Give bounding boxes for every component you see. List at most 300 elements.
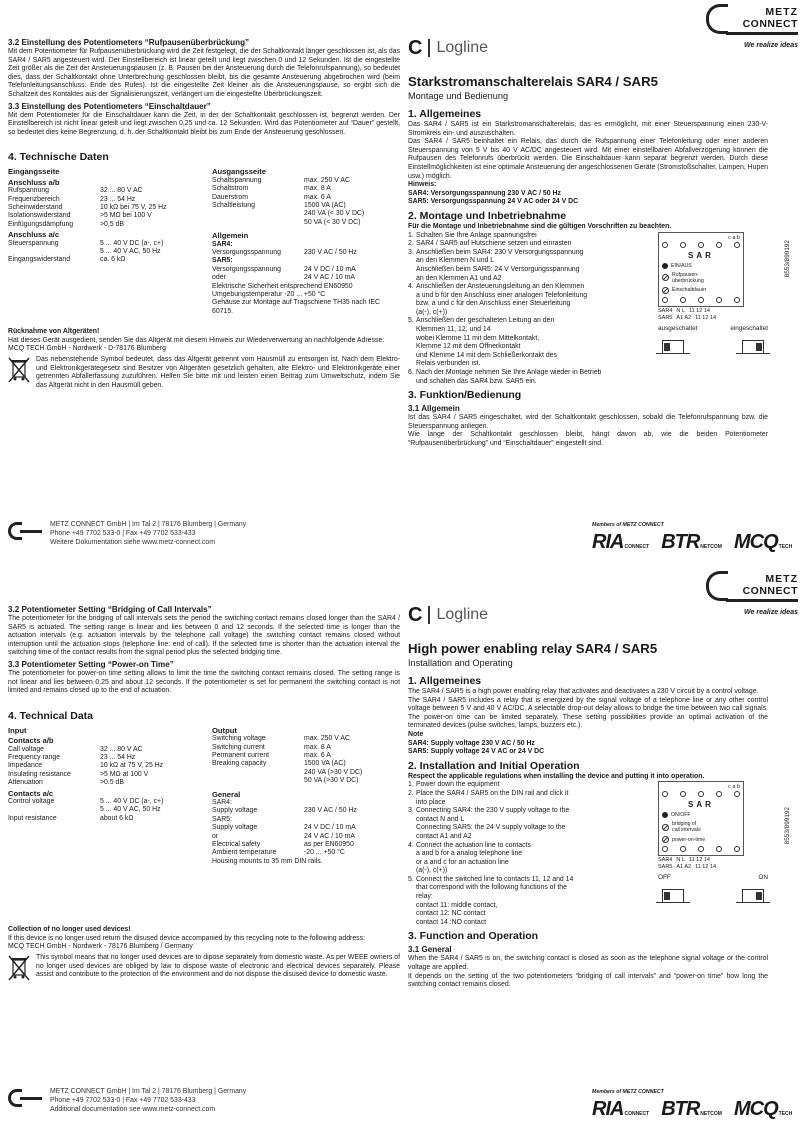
terminal-screw-icon: [734, 242, 740, 248]
step-number: 5.: [408, 317, 414, 325]
logo-slogan: We realize ideas: [744, 609, 798, 616]
section-3-title: 3. Function and Operation: [408, 930, 539, 943]
footer: [8, 1087, 798, 1131]
terminal-row-sar5-a1a2: A1 A2: [676, 864, 692, 871]
recycle-text: If this device is no longer used return the disused device accompanied by this recycling note to the following address:: [8, 934, 365, 942]
section-3-1-p2: It depends on the setting of the two potentiometers “bridging of call intervals” and “power-on time” how long the switching contact remains closed.: [408, 972, 768, 989]
sar4-label: SAR4:: [212, 240, 233, 248]
spec-value: 5 ... 40 V DC (a-, c+) 5 ... 40 V AC, 50 Hz: [100, 239, 164, 255]
weee-text: This symbol means that no longer used devices are to dipose separately from domestic waste. As per WEEE owners of no longer used devices are obliged by law to dispose waste of electronic and electrical devices separately. Please assist and contribute to the protection of the environment and do not dispose the disused device to domestic waste.: [36, 954, 400, 979]
terminal-screw-icon: [662, 297, 668, 303]
section-2-lead: Für die Montage und Inbetriebnahme sind die gültigen Vorschriften zu beachten.: [408, 222, 672, 230]
section-3-1-title: 3.1 General: [408, 945, 452, 955]
document-code: 8553/899192: [784, 240, 791, 278]
pot1-label: bridging of call intervals: [672, 821, 701, 834]
section-2-title: 2. Installation and Initial Operation: [408, 759, 580, 772]
power-label: EIN/AUS: [671, 262, 692, 269]
footer-address: METZ CONNECT GmbH | Im Tal 2 | 78176 Blumberg | Germany: [50, 1088, 247, 1095]
power-label: ON/OFF: [671, 812, 691, 819]
brand-logo: [661, 1099, 722, 1119]
footer: [8, 520, 798, 564]
terminal-row-sar4-nl: N L: [676, 857, 685, 864]
step-text: Anschließen der geschalteten Leitung an den Klemmen 11, 12, und 14 wobei Klemme 11 mit dem Mittelkontakt, Klemme 12 mit dem Öffnerkontakt und Klemme 14 mit dem Schließerkontakt des Relais verbunden ist.: [416, 317, 557, 368]
page-title: High power enabling relay SAR4 / SAR5: [408, 641, 658, 656]
sar4-rows: [212, 807, 400, 815]
ac-rows: [8, 240, 204, 265]
weee-text: Das nebenstehende Symbol bedeutet, dass das Altgerät getrennt vom Hausmüll zu entsorgen ist. Nach dem Elektro- und Elektronikgerätegesetz sind Besitzer von Altgeräten gesetzlich gehalten, alte Elektro- und Elektronikgeräte einer getrennten Abfallerfassung zuzuführen. Helfen Sie bitte mit und leisten einen Beitrag zum Umweltschutz, indem Sie das Altgerät nicht in den Hausmüll geben.: [36, 356, 400, 389]
switch-on-label: eingeschaltet: [730, 324, 768, 332]
potentiometer-icon: [662, 836, 669, 843]
terminal-labels-top: c a b: [728, 234, 740, 241]
step-item: [408, 249, 650, 283]
spec-value: max. 6 A: [304, 193, 331, 201]
section-4-title: 4. Technische Daten: [8, 151, 109, 164]
section-3-1-p1: When the SAR4 / SAR5 is on, the switching contact is closed as soon as the telephone signal voltage or the control voltage are applied.: [408, 955, 768, 972]
spec-key: oder: [212, 274, 226, 282]
install-steps: [408, 781, 650, 927]
spec-key: Switching voltage: [212, 735, 266, 743]
terminal-row-sar4: SAR4: [658, 857, 673, 864]
spec-key: Einfügungsdämpfung: [8, 220, 74, 228]
brand-logos: [592, 1099, 792, 1119]
spec-key: Frequency range: [8, 753, 61, 761]
brand-logo: [592, 1099, 649, 1119]
spec-value: >5 MΩ at 100 V: [100, 770, 149, 778]
weee-block: [8, 356, 400, 390]
spec-key: Electrical safety: [212, 841, 261, 849]
spec-key: or: [212, 832, 219, 840]
logo-word-2: CONNECT: [742, 585, 798, 597]
terminal-screw-icon: [680, 846, 686, 852]
spec-value: max. 250 V AC: [304, 735, 350, 743]
section-4-title: 4. Technical Data: [8, 709, 94, 722]
input-title: Input: [8, 725, 27, 735]
switch-off-label: OFF: [658, 874, 671, 882]
potentiometer-icon: [662, 274, 669, 281]
sar5-rows: [212, 266, 400, 283]
brand-logos: [592, 532, 792, 552]
sar4-rows: [212, 249, 400, 257]
page-subtitle: Installation and Operating: [408, 658, 513, 668]
spec-row: [8, 256, 204, 264]
spec-value: 24 V DC / 10 mA: [304, 824, 356, 832]
general-tail: Housing mounts to 35 mm DIN rails.: [212, 857, 323, 865]
step-item: [408, 807, 650, 841]
spec-value: ca. 6 kΩ: [100, 256, 126, 264]
spec-row: [8, 204, 204, 212]
spec-value: 1500 VA (AC) 240 VA (>30 V DC) 50 VA (>30 V DC): [304, 760, 363, 785]
spec-row: [8, 771, 204, 779]
logline-logo: [408, 36, 488, 60]
spec-key: Schaltstrom: [212, 185, 249, 193]
terminal-screw-icon: [716, 791, 722, 797]
recycle-text: Hat dieses Gerät ausgedient, senden Sie das Altgerät mit diesem Hinweis zur Wiederverwertung an nachfolgende Adresse:: [8, 336, 385, 344]
terminal-row-sar4-contacts: 11 12 14: [688, 307, 710, 314]
brand-name: BTR: [661, 531, 700, 553]
hint-label: Hinweis:: [408, 181, 437, 189]
spec-value: >0.5 dB: [100, 779, 124, 787]
conn-ab-title: Anschluss a/b: [8, 177, 60, 187]
recycle-address: MCQ TECH GmbH - Nordwerk - 78176 Blumberg / Germany: [8, 943, 193, 951]
switch-on-icon: [738, 883, 768, 907]
brand-suffix: CONNECT: [624, 544, 650, 550]
section-3-3-text: Mit dem Potentiometer für die Einschaltdauer kann die Zeit, in der der Schaltkontakt geschlossen ist, begrenzt werden. Der Einstellbereich ist nicht linear geteilt und liegt zwischen 0,25 und ca. 12 Sekunden. Wird das Potentiometer auf “Dauer” gestellt, so bedeutet dies keine Begrenzung, d. h. der Schaltkontakt bleibt bis zum Ende der Ansteuerung geschlossen.: [8, 111, 400, 136]
spec-key: Permanent current: [212, 751, 270, 759]
conn-ab-title: Contacts a/b: [8, 736, 54, 746]
terminal-row-sar5: SAR5: [658, 864, 673, 871]
sar4-label: SAR4:: [212, 799, 232, 806]
section-3-title: 3. Funktion/Bedienung: [408, 389, 522, 402]
weee-block: [8, 954, 400, 982]
general-title: General: [212, 789, 241, 799]
spec-key: Supply voltage: [212, 807, 258, 815]
members-label: Members of METZ CONNECT: [592, 1089, 664, 1095]
spec-key: Impedance: [8, 762, 43, 770]
step-number: 2.: [408, 789, 414, 797]
spec-value: max. 8 A: [304, 185, 331, 193]
logo-word-1: METZ: [765, 6, 798, 18]
spec-value: about 6 kΩ: [100, 814, 134, 822]
terminal-screw-icon: [734, 297, 740, 303]
metz-connect-logo: [706, 571, 798, 619]
terminal-row-sar5-contacts: 11 12 14: [695, 864, 717, 871]
spec-value: 23 ... 54 Hz: [100, 195, 136, 203]
section-1-p2: Das SAR4 / SAR5 beinhaltet ein Relais, das durch die Rufspannung einer Telefonleitung oder einer anderen Steuerspannung von 5 V bis 40 V AC/DC angesteuert wird. Mit einer einstellbaren Abfallverzögerung können die Rufpausen des Telefonrufs überbrückt werden. Die Einschaltdauer kann separat begrenzt werden. Durch diese Einstellmöglichkeiten ist eine optimale Ansteuerung der angeschlossenen Geräte (Stromstoßschalter, Lampen, Hupen usw.) möglich.: [408, 138, 768, 180]
step-text: Connecting SAR4: the 230 V supply voltage to the contact N and L Connecting SAR5: the 24 V supply voltage to the contact A1 and A2: [416, 807, 570, 840]
spec-value: >0,5 dB: [100, 220, 124, 228]
step-number: 1.: [408, 231, 414, 239]
spec-key: Steuerspannung: [8, 239, 59, 247]
spec-row: [8, 221, 204, 229]
section-3-1-p1: Ist das SAR4 / SAR5 eingeschaltet, wird der Schaltkontakt geschlossen, sobald die Telefonrufspannung bzw. die Steuerspannung anliegen.: [408, 414, 768, 430]
general-title: Allgemein: [212, 231, 249, 241]
spec-key: Ambient temperature: [212, 849, 277, 857]
section-3-2-title: 3.2 Potentiometer Setting “Bridging of Call Intervals”: [8, 605, 212, 614]
spec-value: 24 V AC / 10 mA: [304, 274, 355, 282]
section-1-p1: The SAR4 / SAR5 is a high power enabling relay that activates and deactivates a 230 V circuit by a control voltage.: [408, 688, 759, 695]
section-2-lead: Respect the applicable regulations when installing the device and putting it into operation.: [408, 772, 705, 780]
spec-key: Versorgungsspannung: [212, 265, 281, 273]
spec-value: 230 V AC / 50 Hz: [304, 249, 357, 256]
hint-2: SAR5: Versorgungsspannung 24 V AC oder 24 V DC: [408, 198, 579, 206]
brand-suffix: TECH: [778, 544, 793, 550]
hint-2: SAR5: Supply voltage 24 V AC or 24 V DC: [408, 748, 545, 756]
left-column: [8, 36, 400, 390]
device-diagram: [658, 781, 768, 927]
hint-1: SAR4: Versorgungsspannung 230 V AC / 50 Hz: [408, 189, 561, 197]
brand-logo: [734, 532, 792, 552]
hint-label: Note: [408, 730, 424, 738]
recycle-title: Collection of no longer used devices!: [8, 926, 131, 934]
section-3-2-text: Mit dem Potentiometer für Rufpausenüberbrückung wird die Zeit festgelegt, die der Schaltkontakt länger geschlossen ist, als das SAR4 / SAR5 angesteuert wird. Der Einstellbereich ist linear geteilt und liegt zwischen 0 und 12 Sekunden. Ist die eingestellte Zeit größer als die Zeit der Ansteuerungspausen (z. B. Pausen bei der Ansteuerung durch die Telefonrufspannung), so bedeutet dies, dass der Schaltkontakt ohne Unterbrechung geschlossen bleibt, bis die gesamte Ansteuerung abgebrochen wird (beim Telefonleitungsanschluss: Ende des Rufes). Ist die eingestellte Zeit kleiner als die Ansteuerungspause, so ergibt sich die Schaltzeit des Kontaktes aus der Signalisierungszeit, verlängert um die eingestellte Überbrückungszeit.: [8, 48, 400, 98]
spec-key: Frequenzbereich: [8, 195, 60, 203]
spec-value: max. 8 A: [304, 743, 331, 751]
spec-key: Insulating resistance: [8, 770, 71, 778]
brand-suffix: NETCOM: [700, 1111, 722, 1117]
input-rows: [8, 187, 204, 229]
logline-logo: [408, 603, 488, 627]
pot2-label: power-on-time: [672, 836, 706, 843]
spec-value: 5 ... 40 V DC (a-, c+) 5 ... 40 V AC, 50 Hz: [100, 798, 164, 814]
sar5-rows: [212, 824, 400, 858]
spec-value: max. 250 V AC: [304, 176, 350, 184]
brand-name: RIA: [592, 531, 624, 553]
footer-docs: Additional documentation see www.metz-connect.com: [50, 1106, 216, 1113]
sar-device-front: [658, 232, 744, 307]
hint-1: SAR4: Supply voltage 230 V AC / 50 Hz: [408, 739, 535, 747]
spec-row: [212, 185, 400, 193]
spec-key: Control voltage: [8, 798, 55, 805]
spec-key: Call voltage: [8, 745, 45, 753]
spec-row: [212, 177, 400, 185]
terminal-screw-icon: [680, 791, 686, 797]
power-led-icon: [662, 263, 668, 269]
brand-name: BTR: [661, 1098, 700, 1120]
brand-name: MCQ: [733, 1098, 778, 1120]
spec-key: Versorgungsspannung: [212, 249, 281, 256]
input-rows: [8, 746, 204, 788]
spec-row: [212, 735, 400, 743]
section-3-2-text: The potentiometer for the bridging of call intervals sets the period the switching contact remains closed longer than the SAR4 / SAR5 is actuated. The setting range is linear and lies between 0 and 12 seconds. If the selected time is longer than the actuation intervals (e.g. actuation intervals by the telephone call voltage) the switching contact remains closed without interruption until the actuation stops (telephone line: end of call). If the selected time is shorter than the actuation interval the switching time of the contact results from the signal period plus the selected bridging time.: [8, 615, 400, 657]
section-3-3-title: 3.3 Einstellung des Potentiometers “Einschaltdauer”: [8, 101, 211, 111]
step-number: 4.: [408, 841, 414, 849]
terminal-screw-icon: [716, 846, 722, 852]
step-item: [408, 842, 650, 876]
spec-row: [212, 744, 400, 752]
terminal-screw-icon: [734, 846, 740, 852]
footer-logo-icon: [8, 1089, 42, 1107]
spec-row: [8, 754, 204, 762]
spec-row: [8, 187, 204, 195]
conn-ac-title: Anschluss a/c: [8, 230, 60, 240]
step-number: 3.: [408, 248, 414, 256]
spec-value: max. 6 A: [304, 751, 331, 759]
logline-text: Logline: [436, 606, 489, 623]
output-title: Output: [212, 725, 237, 735]
step-number: 5.: [408, 875, 414, 883]
terminal-row-sar4: SAR4: [658, 307, 673, 314]
terminal-row-sar5: SAR5: [658, 314, 673, 321]
footer-phone: Phone +49 7702 533-0 | Fax +49 7702 533-433: [50, 530, 196, 537]
spec-value: 10 kΩ bei 75 V, 25 Hz: [100, 203, 167, 211]
sar5-label: SAR5:: [212, 815, 232, 823]
device-label: SAR: [688, 250, 714, 260]
step-item: [408, 283, 650, 317]
general-tail: Elektrische Sicherheit entsprechend EN60950 Umgebungstemperatur -20 ... +50 °C Gehäuse zur Montage auf Tragschiene TH35 nach IEC 60715.: [212, 282, 381, 315]
brand-logo: [592, 532, 649, 552]
spec-row: [8, 762, 204, 770]
spec-key: Supply voltage: [212, 824, 258, 832]
switch-off-icon: [658, 883, 688, 907]
section-3-3-text: The potentiometer for power-on time setting allows to limit the time the switching contact remains closed. The setting range is not linear and lies between 0.25 and about 12 seconds. If the potentiometer is set for permanent the switching contact is not limited and remains closed up to the end of actuation.: [8, 669, 400, 695]
spec-value: 23 ... 54 Hz: [100, 753, 136, 761]
step-item: [408, 781, 650, 790]
step-text: Anschließen der Ansteuerungsleitung an den Klemmen a und b für den Anschluss einer analogen Telefonleitung bzw. a und c für den Anschluss einer Steuerleitung (a(-), c(+)): [416, 283, 588, 316]
footer-logo-icon: [8, 522, 42, 540]
spec-value: 24 V DC / 10 mA: [304, 265, 356, 273]
terminal-screw-icon: [662, 791, 668, 797]
step-number: 4.: [408, 283, 414, 291]
page-subtitle: Montage und Bedienung: [408, 91, 509, 101]
terminal-screw-icon: [662, 846, 668, 852]
step-text: Power down the equipment: [416, 781, 500, 789]
section-2-title: 2. Montage und Inbetriebnahme: [408, 209, 567, 222]
logline-text: Logline: [436, 39, 489, 56]
terminal-screw-icon: [698, 242, 704, 248]
step-item: [408, 317, 650, 369]
logline-c: C: [408, 603, 423, 626]
brand-logo: [734, 1099, 792, 1119]
weee-bin-icon: [8, 356, 30, 384]
spec-key: Dauerstrom: [212, 193, 248, 201]
right-column: [408, 639, 768, 990]
spec-key: Eingangswiderstand: [8, 256, 71, 264]
spec-row: [212, 807, 400, 815]
conn-ac-title: Contacts a/c: [8, 788, 54, 798]
step-text: Anschließen beim SAR4: 230 V Versorgungsspannung an den Klemmen N und L Anschließen beim SAR5: 24 V Versorgungsspannung an den Klemmen A1 und A2: [416, 248, 584, 282]
potentiometer-icon: [662, 824, 669, 831]
spec-value: as per EN60950: [304, 841, 354, 849]
brand-name: RIA: [592, 1098, 624, 1120]
tech-data: [8, 166, 400, 316]
spec-value: -20 ... +50 °C: [304, 849, 345, 857]
page-english: [0, 567, 802, 1134]
terminal-screw-icon: [716, 242, 722, 248]
logo-word-1: METZ: [765, 573, 798, 585]
ac-rows: [8, 798, 204, 823]
step-item: [408, 790, 650, 807]
recycle-title: Rücknahme von Altgeräten!: [8, 328, 100, 336]
spec-row: [8, 815, 204, 823]
section-1-title: 1. Allgemeines: [408, 108, 482, 120]
spec-row: [8, 798, 204, 815]
section-1-p1: Das SAR4 / SAR5 ist ein Starkstromanschalterelais, das es ermöglicht, mit einer Steuerspannung einen 230-V-Stromkreis ein- und auszuschalten.: [408, 121, 768, 137]
right-column: [408, 72, 768, 449]
spec-row: [212, 824, 400, 832]
spec-key: Schaltspannung: [212, 176, 262, 184]
terminal-screw-icon: [734, 791, 740, 797]
logo-word-2: CONNECT: [742, 18, 798, 30]
section-1-p2: The SAR4 / SAR5 includes a relay that is energized by the signal voltage of a telephone line or any other control voltage between 5 V and 40 V AC/DC. A selectable drop-out delay allows to bridge the time between two call signals. The power-on time can be limited separately. These setting possibilities provide an optimal activation of the terminated devices (pulse switches, lamps, buzzers etc.).: [408, 696, 768, 730]
spec-row: [8, 779, 204, 787]
step-item: [408, 369, 650, 386]
terminal-screw-icon: [698, 791, 704, 797]
spec-key: Isolationswiderstand: [8, 212, 71, 220]
terminal-screw-icon: [680, 242, 686, 248]
members-label: Members of METZ CONNECT: [592, 522, 664, 528]
output-rows: [212, 177, 400, 227]
step-item: [408, 240, 650, 249]
spec-value: 10 kΩ at 75 V, 25 Hz: [100, 762, 164, 770]
sar-device-front: [658, 781, 744, 856]
install-steps: [408, 232, 650, 387]
power-led-icon: [662, 812, 668, 818]
metz-connect-logo: [706, 4, 798, 52]
brand-logo: [661, 532, 722, 552]
terminal-screw-icon: [698, 846, 704, 852]
document-code: 8553/899192: [784, 807, 791, 845]
output-rows: [212, 735, 400, 785]
spec-row: [212, 760, 400, 785]
footer-phone: Phone +49 7702 533-0 | Fax +49 7702 533-433: [50, 1097, 196, 1104]
spec-row: [212, 194, 400, 202]
potentiometer-icon: [662, 287, 669, 294]
terminal-labels-top: c a b: [728, 784, 740, 791]
pot2-label: Einschaltdauer: [672, 287, 707, 294]
terminal-screw-icon: [698, 297, 704, 303]
weee-bin-icon: [8, 954, 30, 982]
spec-row: [212, 274, 400, 282]
spec-key: Scheinwiderstand: [8, 203, 63, 211]
section-3-1-p2: Wie lange der Schaltkontakt geschlossen bleibt, hängt davon ab, wie die beiden Potentiometer “Rufpausenüberbrückung” und “Einschaltdauer” eingestellt sind.: [408, 431, 768, 447]
step-text: Schalten Sie Ihre Anlage spannungsfrei: [416, 231, 537, 239]
spec-key: Breaking capacity: [212, 760, 267, 768]
spec-row: [8, 746, 204, 754]
left-column: [8, 603, 400, 982]
spec-row: [212, 202, 400, 227]
step-item: [408, 876, 650, 928]
spec-key: Switching current: [212, 743, 265, 751]
brand-suffix: TECH: [778, 1111, 793, 1117]
terminal-screw-icon: [662, 242, 668, 248]
spec-row: [212, 833, 400, 841]
spec-value: 32 ... 80 V AC: [100, 745, 143, 753]
logo-slogan: We realize ideas: [744, 42, 798, 49]
spec-key: Attenuation: [8, 779, 43, 787]
step-number: 3.: [408, 807, 414, 815]
input-title: Eingangsseite: [8, 167, 60, 177]
step-text: Nach der Montage nehmen Sie Ihre Anlage wieder in Betrieb und schalten das SAR4 bzw. SAR5 ein.: [416, 369, 602, 385]
spec-value: 24 V AC / 10 mA: [304, 832, 355, 840]
section-3-3-title: 3.3 Potentiometer Setting “Power-on Time”: [8, 659, 174, 669]
spec-row: [212, 249, 400, 257]
step-text: Connect the actuation line to contacts a and b for a analog telephone line or a and c for an actuation line (a(-), c(+)): [416, 841, 531, 875]
section-3-2-title: 3.2 Einstellung des Potentiometers “Rufpausenüberbrückung”: [8, 38, 250, 47]
step-text: Connect the switched line to contacts 11, 12 and 14 that correspond with the following functions of the relay: contact 11: middle contact, contact 12: NC contact contact 14 :NO contact: [416, 875, 574, 926]
terminal-row-sar4-contacts: 11 12 14: [688, 857, 710, 864]
pot1-label: Rufpausen- überbrückung: [672, 271, 704, 284]
terminal-row-sar4-nl: N L: [676, 307, 685, 314]
terminal-row-sar5-contacts: 11 12 14: [695, 314, 717, 321]
terminal-row-sar5-a1a2: A1 A2: [676, 314, 692, 321]
step-item: [408, 232, 650, 241]
brand-suffix: CONNECT: [624, 1111, 650, 1117]
spec-key: Schaltleistung: [212, 201, 255, 209]
step-text: Place the SAR4 / SAR5 on the DIN rail and click it into place: [416, 789, 569, 806]
switch-off-icon: [658, 334, 688, 358]
step-number: 1.: [408, 781, 414, 789]
spec-row: [212, 849, 400, 857]
page-title: Starkstromanschalterelais SAR4 / SAR5: [408, 74, 658, 89]
logline-c: C: [408, 36, 423, 59]
footer-docs: Weitere Dokumentation siehe www.metz-connect.com: [50, 539, 215, 546]
footer-address: METZ CONNECT GmbH | Im Tal 2 | 78176 Blumberg | Germany: [50, 521, 247, 528]
spec-row: [8, 196, 204, 204]
spec-key: Rufspannung: [8, 187, 49, 195]
spec-value: >5 MΩ bei 100 V: [100, 212, 152, 220]
section-3-1-title: 3.1 Allgemein: [408, 404, 460, 414]
switch-on-icon: [738, 334, 768, 358]
recycle-address: MCQ TECH GmbH - Nordwerk - D-78176 Blumberg: [8, 345, 167, 353]
tech-data: [8, 725, 400, 867]
device-label: SAR: [688, 800, 714, 810]
switch-on-label: ON: [758, 874, 768, 882]
section-1-title: 1. Allgemeines: [408, 675, 482, 687]
spec-value: 32 ... 80 V AC: [100, 187, 143, 195]
step-text: SAR4 / SAR5 auf Hutschiene setzen und einrasten: [416, 240, 572, 248]
spec-value: 1500 VA (AC) 240 VA (< 30 V DC) 50 VA (< 30 V DC): [304, 201, 365, 226]
step-number: 6.: [408, 369, 414, 377]
